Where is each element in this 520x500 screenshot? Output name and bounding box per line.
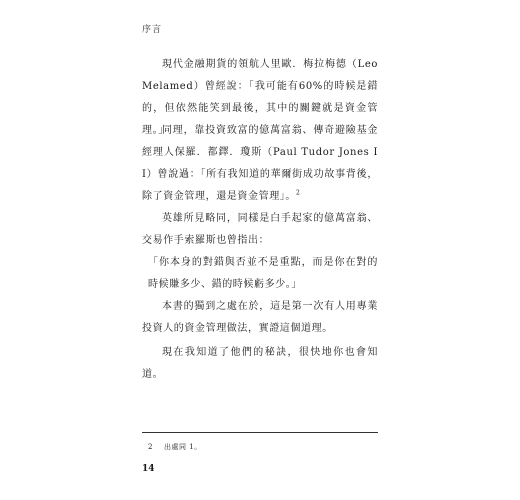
- footnote-number: 2: [148, 443, 153, 451]
- paragraph-5: 現在我知道了他們的秘訣，很快地你也會知道。: [142, 347, 378, 380]
- paragraph-2-text: 同理，靠投資致富的億萬富翁、傳奇避險基金經理人保羅．都鐸．瓊斯（Paul Tudor Jones II）曾說過：「所有我知道的華爾街成功故事背後，除了資金管理，還是資金管理」。: [142, 125, 378, 202]
- running-head: 序言: [142, 25, 163, 35]
- footnote-divider: [142, 432, 378, 433]
- footnote-text: 出處同 1。: [164, 443, 202, 451]
- footnote: [148, 442, 202, 452]
- block-quote: 「你本身的對錯與否並不是重點，而是你在對的時候賺多少、錯的時候虧多少。」: [148, 257, 378, 290]
- page-number: 14: [142, 464, 155, 474]
- paragraph-2: [142, 120, 378, 208]
- footnote-reference[interactable]: 2: [296, 189, 301, 197]
- paragraph-1: 現代金融期貨的領航人里歐．梅拉梅德（Leo Melamed）曾經說：「我可能有60%的時候是錯的，但依然能笑到最後，其中的關鍵就是資金管理。」: [142, 59, 378, 136]
- paragraph-3: 英雄所見略同，同樣是白手起家的億萬富翁、交易作手索羅斯也曾指出：: [142, 213, 378, 246]
- paragraph-4: 本書的獨到之處在於，這是第一次有人用專業投資人的資金管理做法，實證這個道理。: [142, 301, 378, 334]
